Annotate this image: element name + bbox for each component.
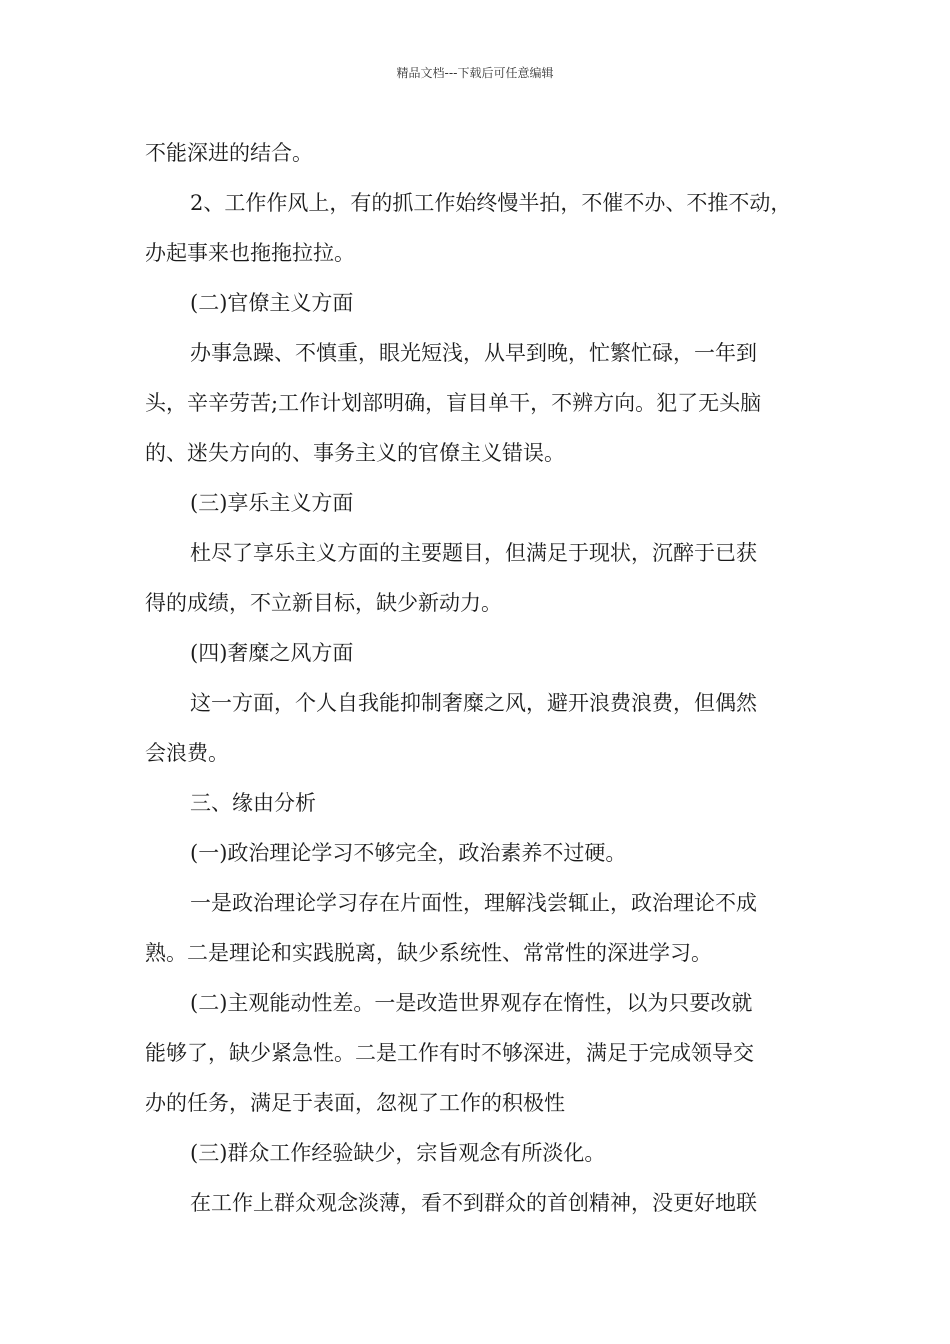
text-line: 办的任务，满足于表面，忽视了工作的积极性 bbox=[145, 1091, 565, 1115]
text-line: 办起事来也拖拖拉拉。 bbox=[145, 241, 355, 265]
text-line: 能够了，缺少紧急性。二是工作有时不够深进，满足于完成领导交 bbox=[145, 1041, 754, 1065]
text-line: 2、工作作风上，有的抓工作始终慢半拍，不催不办、不推不动， bbox=[190, 191, 792, 215]
text-line: 头，辛辛劳苦;工作计划部明确，盲目单干，不辨方向。犯了无头脑 bbox=[145, 391, 762, 415]
section-heading: (二)官僚主义方面 bbox=[190, 291, 354, 315]
text-line: 办事急躁、不慎重，眼光短浅，从早到晚，忙繁忙碌，一年到 bbox=[190, 341, 757, 365]
text-line: 会浪费。 bbox=[145, 741, 229, 765]
section-heading: (四)奢糜之风方面 bbox=[190, 641, 354, 665]
text-line: 一是政治理论学习存在片面性，理解浅尝辄止，政治理论不成 bbox=[190, 891, 757, 915]
page-header: 精品文档---下载后可任意编辑 bbox=[396, 66, 554, 80]
text-line: 这一方面，个人自我能抑制奢糜之风，避开浪费浪费，但偶然 bbox=[190, 691, 757, 715]
text-line: 得的成绩，不立新目标，缺少新动力。 bbox=[145, 591, 502, 615]
text-line: 熟。二是理论和实践脱离，缺少系统性、常常性的深进学习。 bbox=[145, 941, 712, 965]
text-line: 的、迷失方向的、事务主义的官僚主义错误。 bbox=[145, 441, 565, 465]
text-line: (二)主观能动性差。一是改造世界观存在惰性，以为只要改就 bbox=[190, 991, 753, 1015]
text-line: 在工作上群众观念淡薄，看不到群众的首创精神，没更好地联 bbox=[190, 1191, 757, 1215]
section-heading: (三)享乐主义方面 bbox=[190, 491, 354, 515]
text-line: 不能深进的结合。 bbox=[145, 141, 313, 165]
section-heading: 三、缘由分析 bbox=[190, 791, 316, 815]
section-heading: (三)群众工作经验缺少，宗旨观念有所淡化。 bbox=[190, 1141, 606, 1165]
document-body bbox=[145, 128, 825, 1228]
text-line: 杜尽了享乐主义方面的主要题目，但满足于现状，沉醉于已获 bbox=[190, 541, 757, 565]
section-heading: (一)政治理论学习不够完全，政治素养不过硬。 bbox=[190, 841, 627, 865]
